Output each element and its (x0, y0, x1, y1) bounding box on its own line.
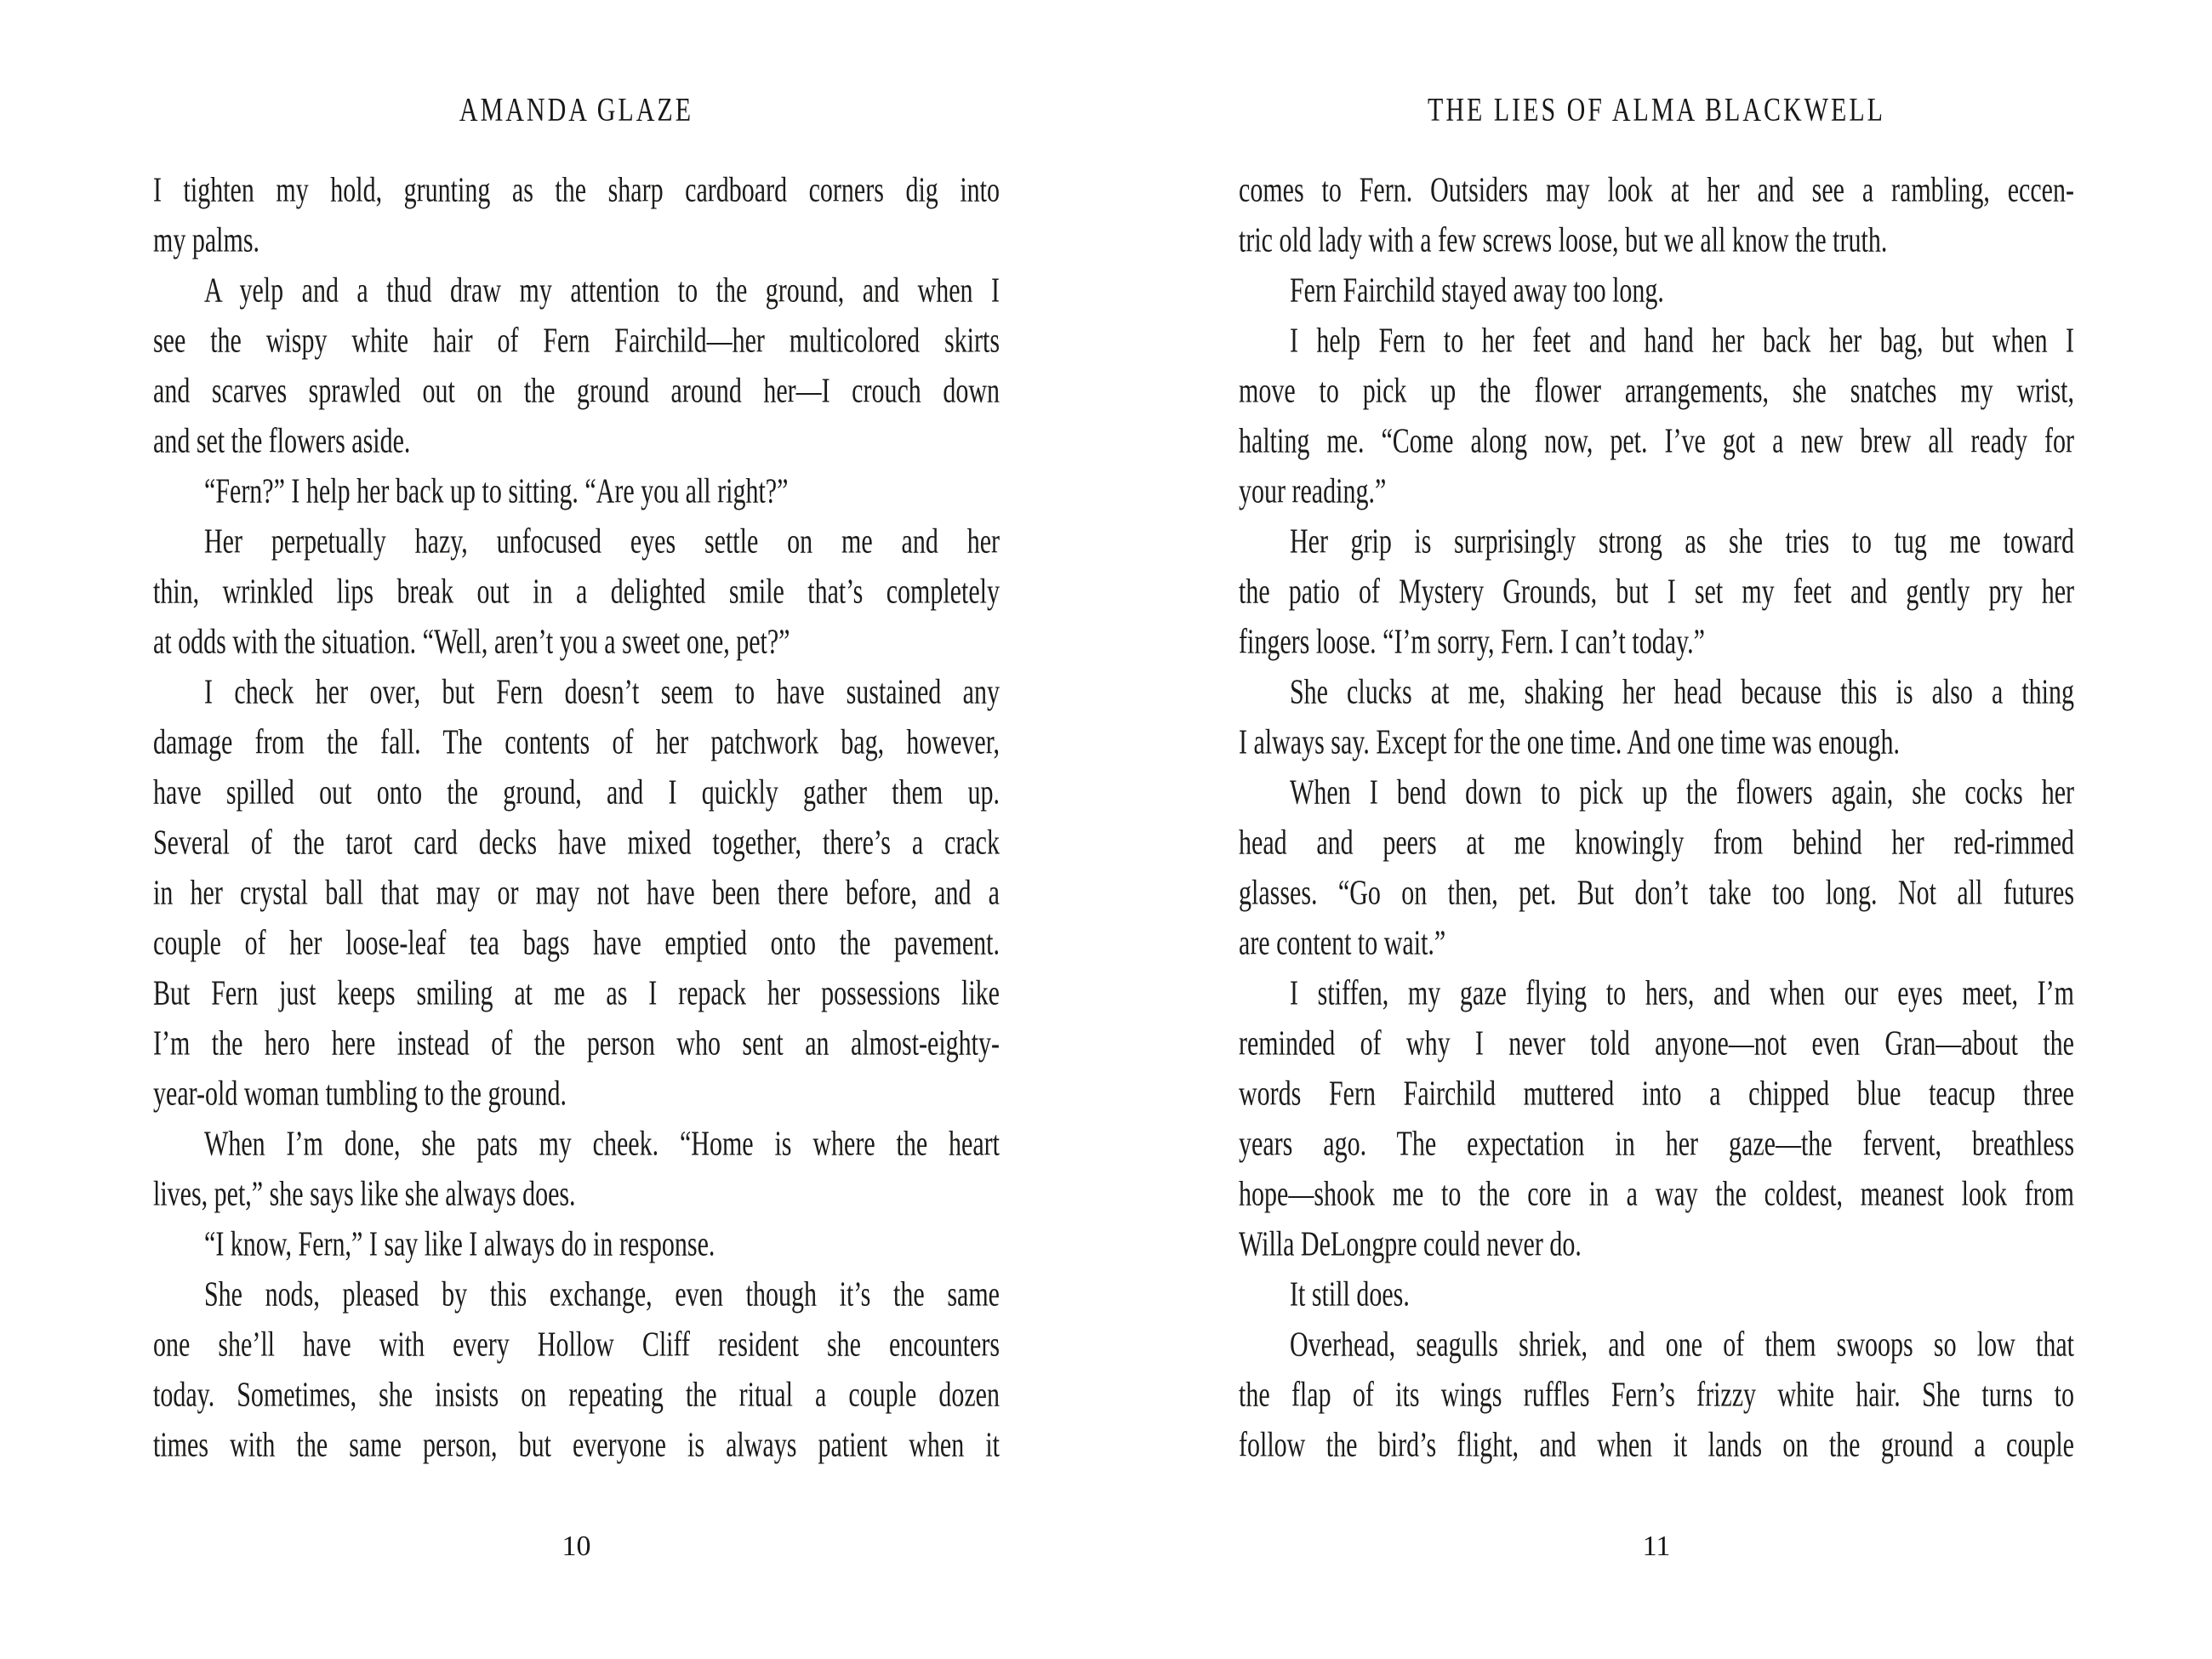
text-line: Her perpetually hazy, unfocused eyes settle on me and her (204, 522, 1000, 562)
text-line: I’m the hero here instead of the person who sent an almost-eighty- (153, 1023, 1000, 1063)
text-line: A yelp and a thud draw my attention to the ground, and when I (204, 271, 1000, 311)
paragraph (153, 1119, 1000, 1219)
paragraph (153, 1269, 1000, 1470)
text-line: glasses. “Go on then, pet. But don’t take too long. Not all futures (1239, 873, 2074, 913)
text-line: one she’ll have with every Hollow Cliff resident she encounters (153, 1325, 1000, 1365)
text-line: Willa DeLongpre could never do. (1239, 1224, 1582, 1264)
text-line: Several of the tarot card decks have mixed together, there’s a crack (153, 823, 1000, 863)
text-line: times with the same person, but everyone is always patient when it (153, 1425, 1000, 1465)
paragraph (153, 265, 1000, 466)
paragraph (1239, 516, 2074, 667)
text-line: the flap of its wings ruffles Fern’s frizzy white hair. She turns to (1239, 1375, 2074, 1415)
text-line: couple of her loose-leaf tea bags have emptied onto the pavement. (153, 923, 1000, 963)
text-line: halting me. “Come along now, pet. I’ve got a new brew all ready for (1239, 421, 2074, 461)
text-line: When I’m done, she pats my cheek. “Home is where the heart (204, 1124, 1000, 1164)
text-line: Fern Fairchild stayed away too long. (1290, 271, 1664, 311)
text-line: words Fern Fairchild muttered into a chipped blue teacup three (1239, 1074, 2074, 1114)
text-line: in her crystal ball that may or may not have been there before, and a (153, 873, 1000, 913)
text-line: fingers loose. “I’m sorry, Fern. I can’t today.” (1239, 622, 1705, 662)
text-line: tric old lady with a few screws loose, but we all know the truth. (1239, 220, 1888, 260)
text-line: comes to Fern. Outsiders may look at her and see a rambling, eccen- (1239, 170, 2074, 210)
page-number: 11 (1642, 1531, 1671, 1562)
text-line: years ago. The expectation in her gaze—the fervent, breathless (1239, 1124, 2074, 1164)
text-line: move to pick up the flower arrangements, she snatches my wrist, (1239, 371, 2074, 411)
text-line: thin, wrinkled lips break out in a delighted smile that’s completely (153, 572, 1000, 612)
text-line: It still does. (1290, 1274, 1410, 1314)
text-line: When I bend down to pick up the flowers again, she cocks her (1290, 772, 2074, 812)
text-line: Her grip is surprisingly strong as she tries to tug me toward (1290, 522, 2074, 562)
text-line: lives, pet,” she says like she always does. (153, 1174, 576, 1214)
text-line: I tighten my hold, grunting as the sharp cardboard corners dig into (153, 170, 1000, 210)
text-line: I always say. Except for the one time. And one time was enough. (1239, 722, 1901, 762)
text-line: and set the flowers aside. (153, 421, 411, 461)
text-line: hope—shook me to the core in a way the coldest, meanest look from (1239, 1174, 2074, 1214)
text-line: I check her over, but Fern doesn’t seem to have sustained any (204, 672, 1000, 712)
running-header-book-title: THE LIES OF ALMA BLACKWELL (1428, 91, 1885, 128)
page-right (1239, 0, 2074, 1659)
page-body (153, 165, 1000, 1470)
text-line: see the wispy white hair of Fern Fairchild—her multicolored skirts (153, 321, 1000, 361)
text-line: damage from the fall. The contents of her patchwork bag, however, (153, 722, 1000, 762)
text-line: and scarves sprawled out on the ground around her—I crouch down (153, 371, 1000, 411)
text-line: today. Sometimes, she insists on repeating the ritual a couple dozen (153, 1375, 1000, 1415)
text-line: I help Fern to her feet and hand her back her bag, but when I (1290, 321, 2074, 361)
text-line: But Fern just keeps smiling at me as I repack her possessions like (153, 973, 1000, 1013)
text-line: your reading.” (1239, 471, 1387, 511)
page-left (153, 0, 1000, 1659)
text-line: “Fern?” I help her back up to sitting. “Are you all right?” (204, 471, 789, 511)
text-line: have spilled out onto the ground, and I quickly gather them up. (153, 772, 1000, 812)
paragraph (1239, 316, 2074, 516)
paragraph (1239, 1320, 2074, 1470)
page-number: 10 (562, 1531, 591, 1562)
text-line: I stiffen, my gaze flying to hers, and when our eyes meet, I’m (1290, 973, 2074, 1013)
text-line: Overhead, seagulls shriek, and one of them swoops so low that (1290, 1325, 2074, 1365)
text-line: year-old woman tumbling to the ground. (153, 1074, 567, 1114)
text-line: “I know, Fern,” I say like I always do in response. (204, 1224, 715, 1264)
text-line: the patio of Mystery Grounds, but I set my feet and gently pry her (1239, 572, 2074, 612)
paragraph (153, 667, 1000, 1119)
paragraph (153, 516, 1000, 667)
text-line: head and peers at me knowingly from behind her red-rimmed (1239, 823, 2074, 863)
text-line: at odds with the situation. “Well, aren’t you a sweet one, pet?” (153, 622, 790, 662)
text-line: my palms. (153, 220, 259, 260)
text-line: She nods, pleased by this exchange, even though it’s the same (204, 1274, 1000, 1314)
paragraph (1239, 767, 2074, 968)
text-line: follow the bird’s flight, and when it lands on the ground a couple (1239, 1425, 2074, 1465)
paragraph (153, 165, 1000, 265)
paragraph (1239, 968, 2074, 1269)
page-body (1239, 165, 2074, 1470)
text-line: are content to wait.” (1239, 923, 1446, 963)
paragraph (1239, 165, 2074, 265)
text-line: reminded of why I never told anyone—not even Gran—about the (1239, 1023, 2074, 1063)
running-header-author: AMANDA GLAZE (459, 91, 694, 128)
paragraph (1239, 667, 2074, 767)
text-line: She clucks at me, shaking her head because this is also a thing (1290, 672, 2074, 712)
